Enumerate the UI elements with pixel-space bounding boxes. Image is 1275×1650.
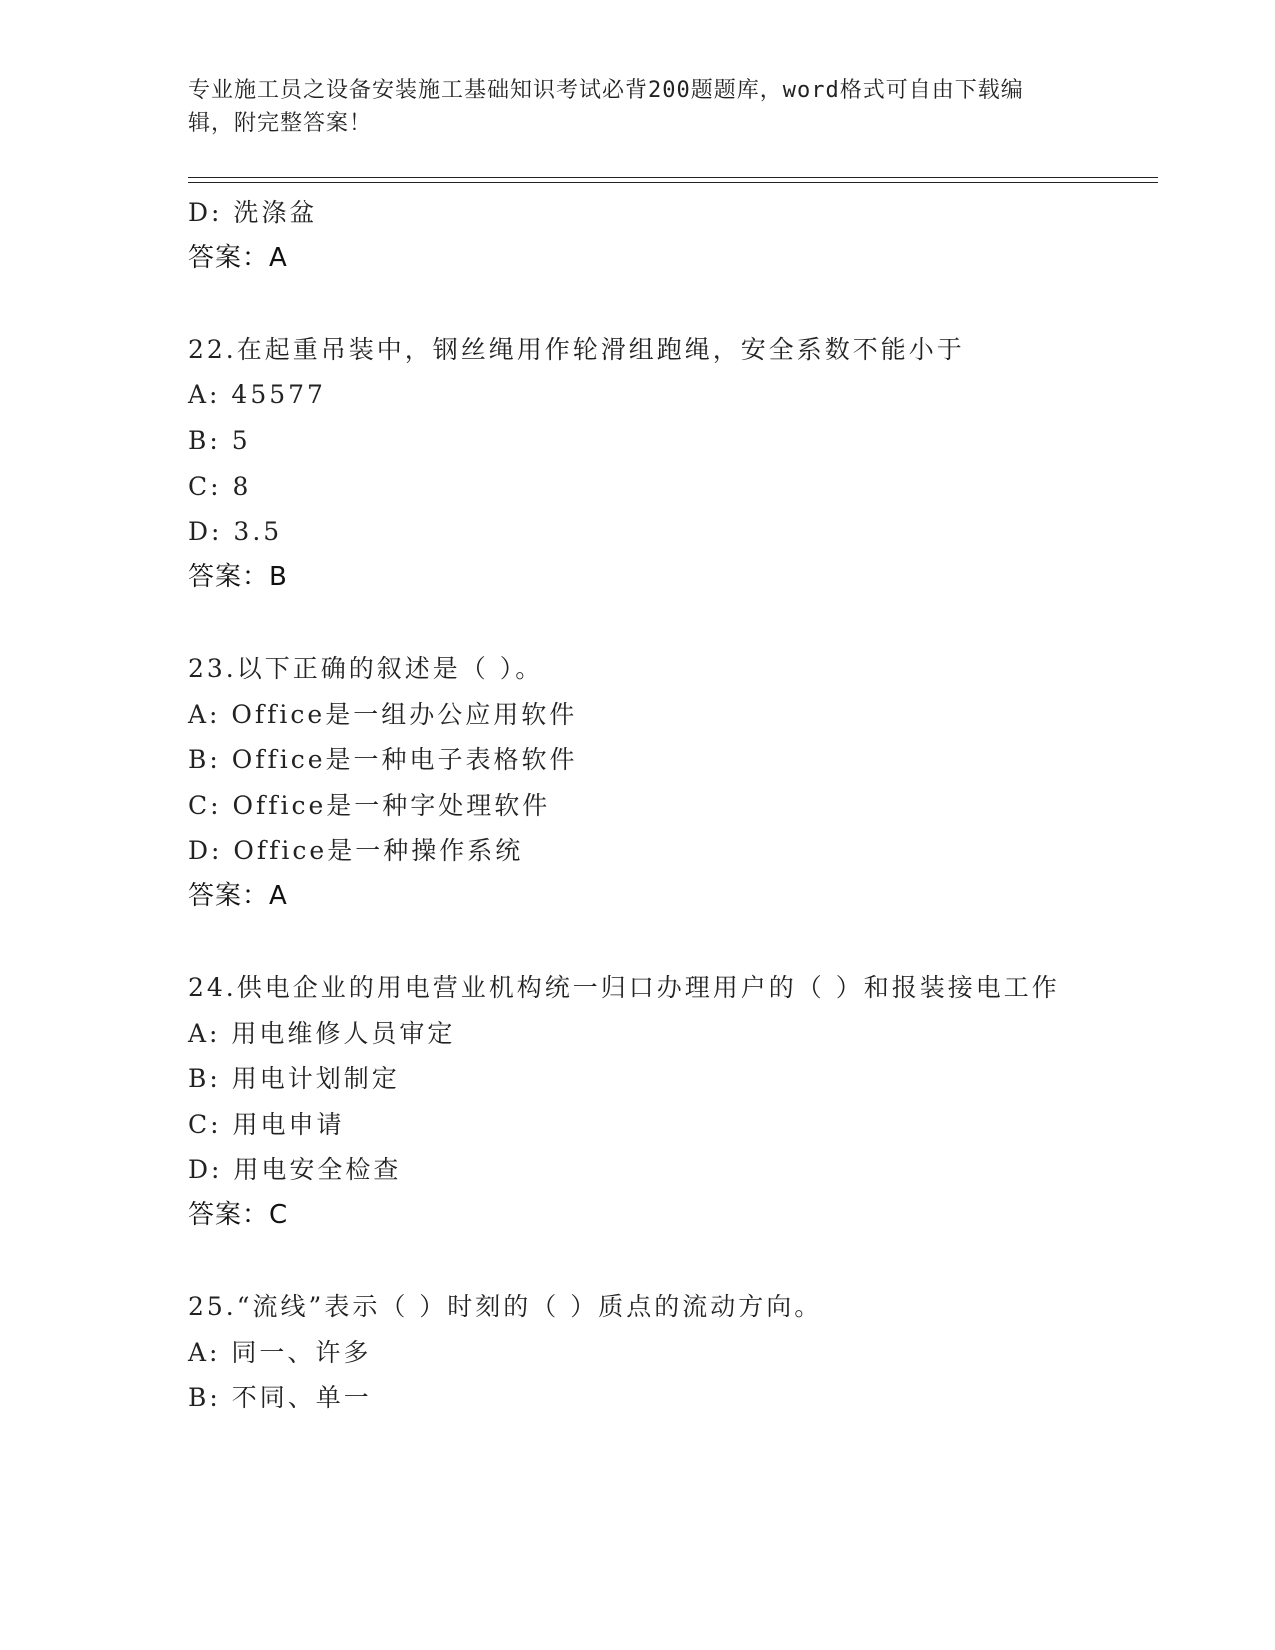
option-b-23: B: Office是一种电子表格软件 <box>188 745 578 775</box>
question-content <box>188 190 1088 1421</box>
option-d-23: D: Office是一种操作系统 <box>188 836 524 866</box>
spacer <box>188 600 1088 646</box>
option-a-25: A: 同一、许多 <box>188 1337 372 1367</box>
option-b-24: B: 用电计划制定 <box>188 1064 400 1094</box>
question-stem-23: 23.以下正确的叙述是（ ）。 <box>188 653 544 683</box>
option-a-23: A: Office是一组办公应用软件 <box>188 699 578 729</box>
question-stem-22: 22.在起重吊装中，钢丝绳用作轮滑组跑绳，安全系数不能小于 <box>188 334 965 364</box>
option-b-25: B: 不同、单一 <box>188 1383 372 1413</box>
spacer <box>188 920 1088 966</box>
option-a-22: A: 45577 <box>188 380 326 410</box>
option-c-24: C: 用电申请 <box>188 1109 345 1139</box>
option-a-24: A: 用电维修人员审定 <box>188 1018 456 1048</box>
answer-24: 答案：C <box>188 1200 289 1231</box>
option-c-22: C: 8 <box>188 471 252 501</box>
option-c-23: C: Office是一种字处理软件 <box>188 790 551 820</box>
answer-22: 答案：B <box>188 561 288 592</box>
option-d-prev: D: 洗涤盆 <box>188 198 318 227</box>
option-d-24: D: 用电安全检查 <box>188 1155 402 1185</box>
header-rule-bottom <box>188 182 1158 183</box>
spacer <box>188 281 1088 327</box>
spacer <box>188 1239 1088 1285</box>
question-stem-24: 24.供电企业的用电营业机构统一归口办理用户的（ ）和报装接电工作 <box>188 973 1060 1003</box>
question-stem-25: 25.“流线”表示（ ）时刻的（ ）质点的流动方向。 <box>188 1292 823 1322</box>
option-d-22: D: 3.5 <box>188 517 283 547</box>
answer-23: 答案：A <box>188 880 288 911</box>
answer-prev: 答案：A <box>188 242 288 273</box>
option-b-22: B: 5 <box>188 425 251 455</box>
header-rule-top <box>188 177 1158 178</box>
document-header: 专业施工员之设备安装施工基础知识考试必背200题题库，word格式可自由下载编辑，附完整答案！ <box>188 78 1024 136</box>
